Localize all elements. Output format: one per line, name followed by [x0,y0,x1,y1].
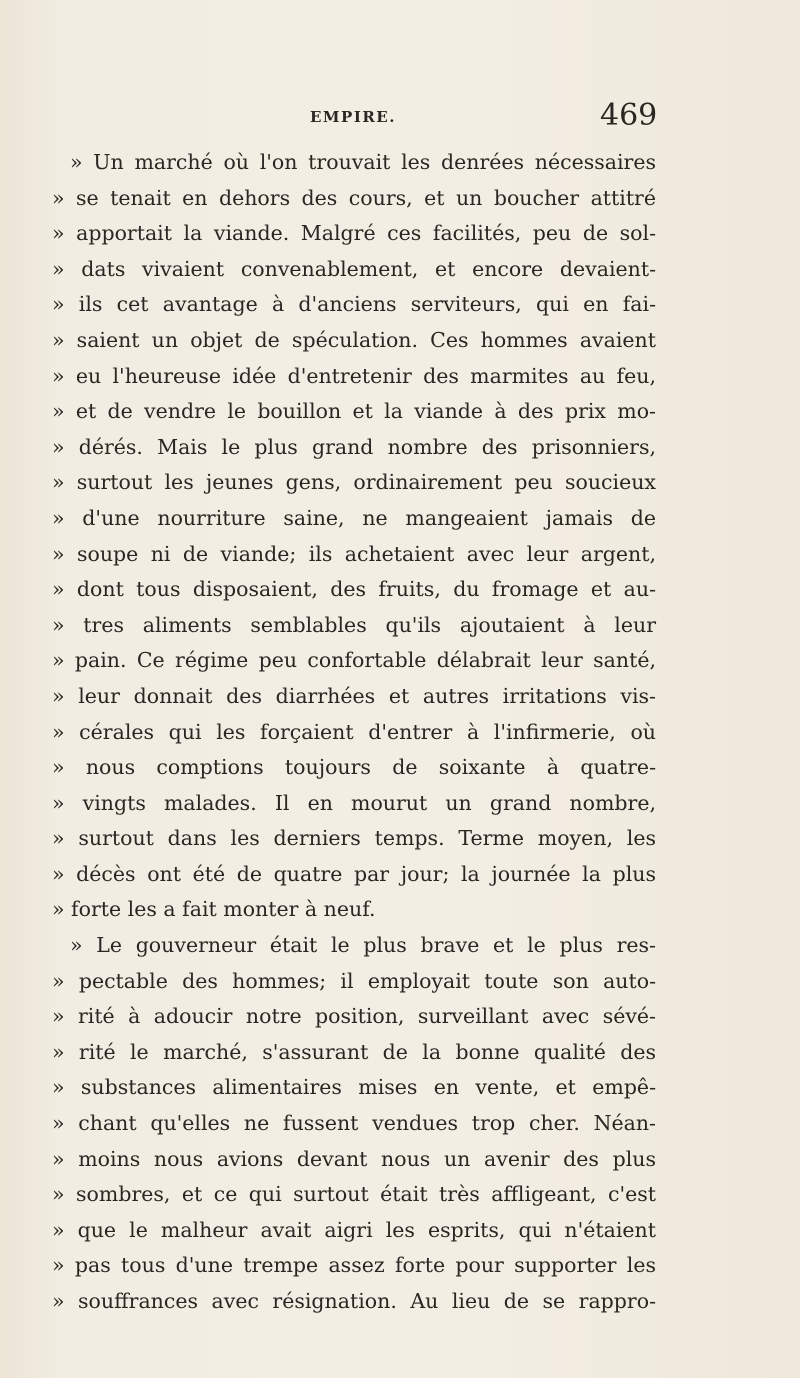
text-line: » eu l'heureuse idée d'entretenir des marmites au feu, [52,363,656,388]
text-line: » dérés. Mais le plus grand nombre des prisonniers, [52,434,656,459]
running-title: EMPIRE. [310,108,396,126]
body-text [52,145,656,1320]
page-number: 469 [600,98,658,133]
page-header [0,98,800,148]
text-line: » ils cet avantage à d'anciens serviteurs, qui en fai- [52,292,656,317]
text-line: » Le gouverneur était le plus brave et le plus res- [70,933,656,958]
text-line: » apportait la viande. Malgré ces facilités, peu de sol- [52,221,656,246]
text-line: » pectable des hommes; il employait toute son auto- [52,968,656,993]
text-line: » chant qu'elles ne fussent vendues trop cher. Néan- [52,1111,656,1136]
text-line: » que le malheur avait aigri les esprits, qui n'étaient [52,1217,656,1242]
text-line: » dats vivaient convenablement, et encore devaient- [52,256,656,281]
text-line: » et de vendre le bouillon et la viande à des prix mo- [52,399,656,424]
text-line: » nous comptions toujours de soixante à quatre- [52,755,656,780]
text-line: » pain. Ce régime peu confortable délabrait leur santé, [52,648,656,673]
text-line: » rité le marché, s'assurant de la bonne qualité des [52,1039,656,1064]
text-line: » soupe ni de viande; ils achetaient avec leur argent, [52,541,656,566]
text-line: » décès ont été de quatre par jour; la journée la plus [52,861,656,886]
text-line: » sombres, et ce qui surtout était très affligeant, c'est [52,1182,656,1207]
text-line: » leur donnait des diarrhées et autres irritations vis- [52,683,656,708]
text-line: » saient un objet de spéculation. Ces hommes avaient [52,327,656,352]
text-line: » cérales qui les forçaient d'entrer à l'infirmerie, où [52,719,656,744]
text-line: » d'une nourriture saine, ne mangeaient jamais de [52,505,656,530]
text-line: » substances alimentaires mises en vente, et empê- [52,1075,656,1100]
text-line: » dont tous disposaient, des fruits, du fromage et au- [52,577,656,602]
text-line: » surtout dans les derniers temps. Terme moyen, les [52,826,656,851]
text-line: » forte les a fait monter à neuf. [52,897,376,922]
text-line: » surtout les jeunes gens, ordinairement peu soucieux [52,470,656,495]
text-line: » tres aliments semblables qu'ils ajoutaient à leur [52,612,656,637]
text-line: » rité à adoucir notre position, surveillant avec sévé- [52,1004,656,1029]
text-line: » moins nous avions devant nous un avenir des plus [52,1146,656,1171]
text-line: » vingts malades. Il en mourut un grand nombre, [52,790,656,815]
text-line: » Un marché où l'on trouvait les denrées nécessaires [70,150,656,174]
text-line: » pas tous d'une trempe assez forte pour supporter les [52,1253,656,1278]
text-line: » souffrances avec résignation. Au lieu de se rappro- [52,1289,656,1313]
text-line: » se tenait en dehors des cours, et un boucher attitré [52,185,656,210]
